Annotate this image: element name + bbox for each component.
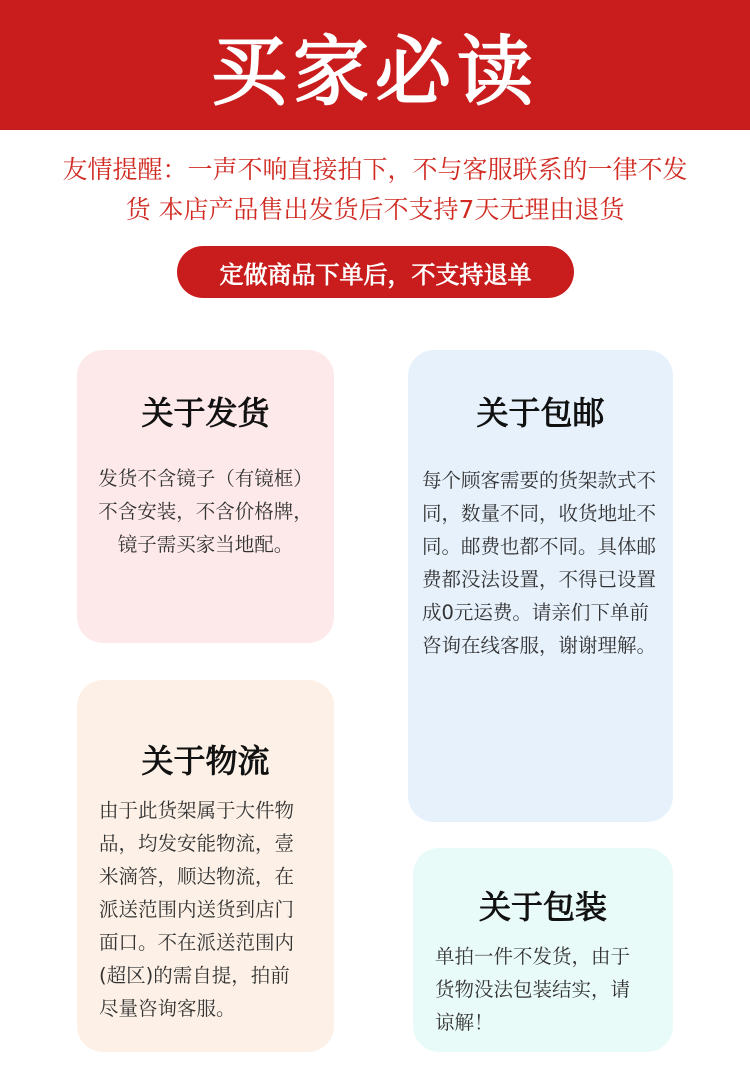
card-title: 关于包装 [478, 888, 607, 926]
card-body-line: 货物没法包装结实，请 [435, 978, 631, 1001]
card-shipping [77, 350, 334, 643]
card-body-line: 由于此货架属于大件物 [99, 799, 295, 822]
card-logistics [77, 680, 334, 1052]
card-packaging [413, 848, 673, 1052]
card-title: 关于发货 [141, 394, 270, 432]
card-body-line: 谅解！ [435, 1011, 494, 1034]
card-body-line: 尽量咨询客服。 [99, 997, 236, 1020]
notice-text [30, 150, 720, 230]
card-body-line: 费都没法设置，不得已设置 [422, 568, 657, 591]
notice-line: 货 本店产品售出发货后不支持7天无理由退货 [125, 195, 625, 224]
card-body-line: 同，数量不同，收货地址不 [422, 502, 657, 525]
card-title: 关于物流 [141, 742, 270, 780]
card-postage [408, 350, 673, 822]
card-body-line: (超区)的需自提，拍前 [99, 964, 290, 987]
card-body-line: 发货不含镜子（有镜框） [98, 467, 313, 490]
card-body [435, 940, 663, 1039]
page-title: 买家必读 [211, 26, 539, 116]
card-body-line: 不含安装，不含价格牌， [98, 500, 313, 523]
no-refund-badge: 定做商品下单后，不支持退单 [177, 246, 574, 298]
card-title: 关于包邮 [476, 394, 605, 432]
card-body-line: 单拍一件不发货，由于 [435, 945, 631, 968]
card-body [99, 794, 324, 1025]
card-body-line: 米滴答，顺达物流，在 [99, 865, 295, 888]
notice-line: 友情提醒：一声不响直接拍下，不与客服联系的一律不发 [62, 155, 688, 184]
card-body-line: 品，均发安能物流，壹 [99, 832, 295, 855]
card-body-line: 同。邮费也都不同。具体邮 [422, 535, 657, 558]
card-body-line: 咨询在线客服，谢谢理解。 [422, 634, 657, 657]
card-body-line: 派送范围内送货到店门 [99, 898, 295, 921]
card-body-line: 每个顾客需要的货架款式不 [422, 469, 657, 492]
card-body [87, 462, 324, 561]
card-body-line: 成0元运费。请亲们下单前 [422, 601, 649, 624]
card-body [422, 464, 665, 662]
header-banner [0, 0, 750, 130]
card-body-line: 面口。不在派送范围内 [99, 931, 295, 954]
card-body-line: 镜子需买家当地配。 [117, 533, 294, 556]
